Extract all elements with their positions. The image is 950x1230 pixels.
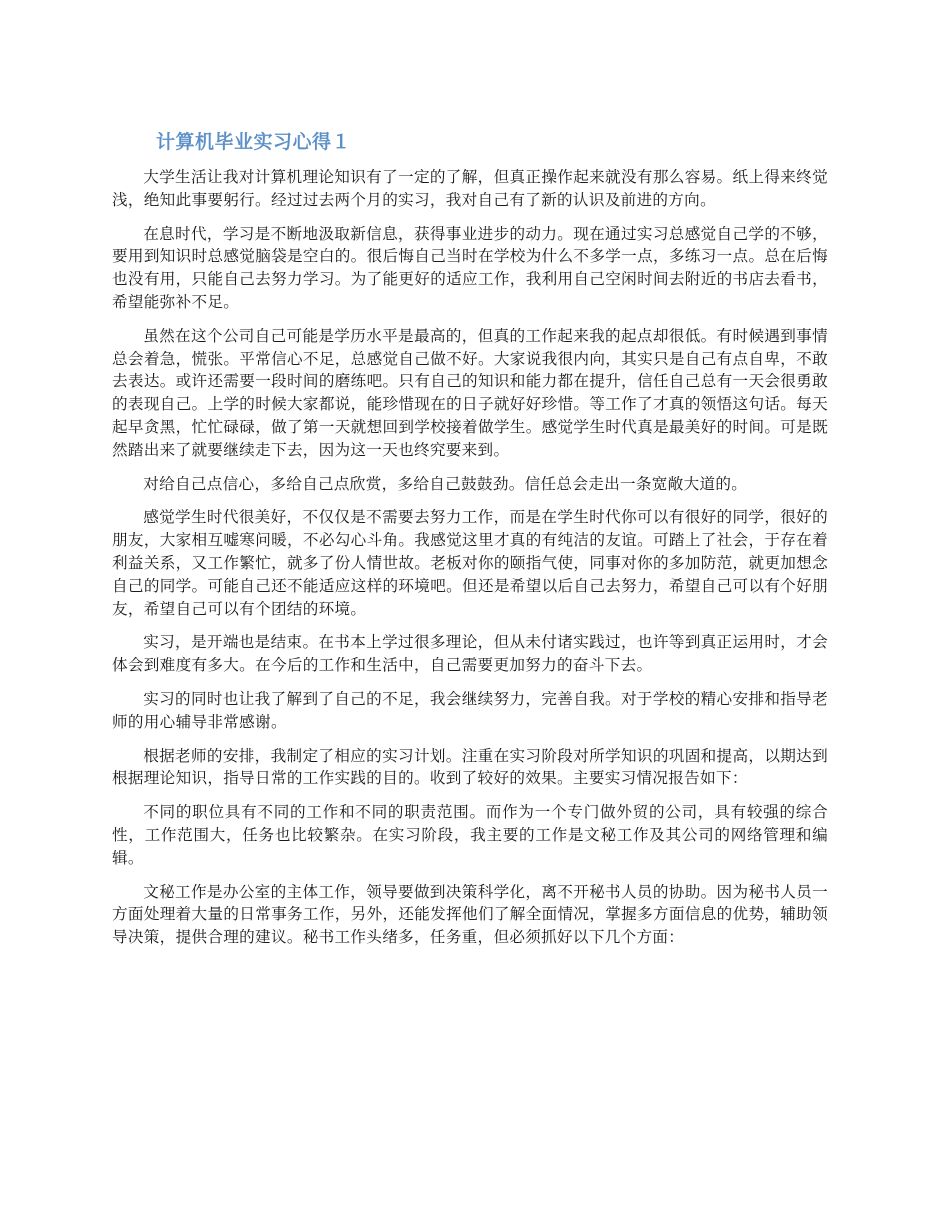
- paragraph-2: 在息时代，学习是不断地汲取新信息，获得事业进步的动力。现在通过实习总感觉自己学的不够，要用到知识时总感觉脑袋是空白的。很后悔自己当时在学校为什么不多学一点，多练习一点。总在后悔也没有用，只能自己去努力学习。为了能更好的适应工作，我利用自己空闲时间去附近的书店去看书，希望能弥补不足。: [112, 224, 828, 311]
- paragraph-6: 实习，是开端也是结束。在书本上学过很多理论，但从未付诸实践过，也许等到真正运用时，才会体会到难度有多大。在今后的工作和生活中，自己需要更加努力的奋斗下去。: [112, 633, 828, 675]
- paragraph-4: 对给自己点信心，多给自己点欣赏，多给自己鼓鼓劲。信任总会走出一条宽敞大道的。: [143, 474, 748, 493]
- paragraph-5: 感觉学生时代很美好，不仅仅是不需要去努力工作，而是在学生时代你可以有很好的同学，很好的朋友，大家相互嘘寒问暖，不必勾心斗角。我感觉这里才真的有纯洁的友谊。可踏上了社会，于存在着利益关系，又工作繁忙，就多了份人情世故。老板对你的颐指气使，同事对你的多加防范，就更加想念自己的同学。可能自己还不能适应这样的环境吧。但还是希望以后自己去努力，希望自己可以有个好朋友，希望自己可以有个团结的环境。: [112, 508, 828, 618]
- paragraph-7: 实习的同时也让我了解到了自己的不足，我会继续努力，完善自我。对于学校的精心安排和指导老师的用心辅导非常感谢。: [112, 689, 828, 731]
- document-title: 计算机毕业实习心得１: [156, 131, 352, 153]
- paragraph-3: 虽然在这个公司自己可能是学历水平是最高的，但真的工作起来我的起点却很低。有时候遇到事情总会着急，慌张。平常信心不足，总感觉自己做不好。大家说我很内向，其实只是自己有点自卑，不敢去表达。或许还需要一段时间的磨练吧。只有自己的知识和能力都在提升，信任自己总有一天会很勇敢的表现自己。上学的时候大家都说，能珍惜现在的日子就好好珍惜。等工作了才真的领悟这句话。每天起早贪黑，忙忙碌碌，做了第一天就想回到学校接着做学生。感觉学生时代真是最美好的时间。可是既然踏出来了就要继续走下去，因为这一天也终究要来到。: [112, 326, 828, 459]
- paragraph-9: 不同的职位具有不同的工作和不同的职责范围。而作为一个专门做外贸的公司，具有较强的综合性，工作范围大，任务也比较繁杂。在实习阶段，我主要的工作是文秘工作及其公司的网络管理和编辑。: [112, 803, 828, 867]
- paragraph-8: 根据老师的安排，我制定了相应的实习计划。注重在实习阶段对所学知识的巩固和提高，以期达到根据理论知识，指导日常的工作实践的目的。收到了较好的效果。主要实习情况报告如下：: [112, 746, 828, 788]
- document-body: [112, 166, 828, 960]
- paragraph-10: 文秘工作是办公室的主体工作，领导要做到决策科学化，离不开秘书人员的协助。因为秘书人员一方面处理着大量的日常事务工作，另外，还能发挥他们了解全面情况，掌握多方面信息的优势，辅助领导决策，提供合理的建议。秘书工作头绪多，任务重，但必须抓好以下几个方面：: [112, 882, 828, 947]
- paragraph-1: 大学生活让我对计算机理论知识有了一定的了解，但真正操作起来就没有那么容易。纸上得来终觉浅，绝知此事要躬行。经过过去两个月的实习，我对自己有了新的认识及前进的方向。: [112, 168, 828, 209]
